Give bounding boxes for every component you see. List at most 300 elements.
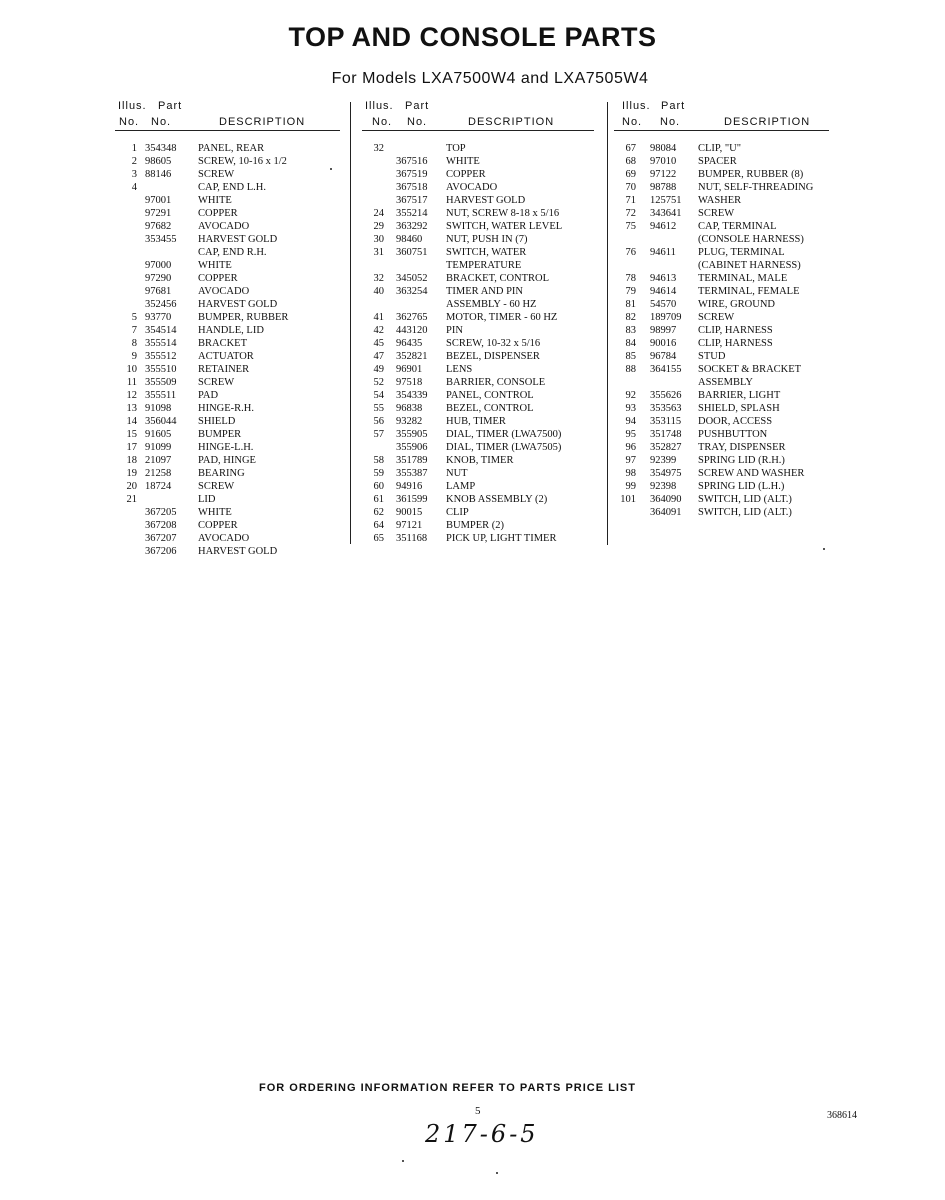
illus-number: 17 — [126, 442, 137, 453]
part-description: DIAL, TIMER (LWA7505) — [446, 442, 562, 453]
part-description: PLUG, TERMINAL — [698, 247, 785, 258]
part-description: LAMP — [446, 481, 476, 492]
part-number: 92398 — [650, 481, 677, 492]
part-number: 343641 — [650, 208, 682, 219]
part-number: 189709 — [650, 312, 682, 323]
part-number: 96784 — [650, 351, 677, 362]
part-description: SHIELD — [198, 416, 236, 427]
illus-number: 32 — [373, 273, 384, 284]
part-number: 98997 — [650, 325, 677, 336]
part-description: HANDLE, LID — [198, 325, 264, 336]
table-row — [115, 480, 345, 493]
illus-number: 20 — [126, 481, 137, 492]
table-row — [614, 181, 839, 194]
table-row — [115, 545, 345, 558]
part-number: 367519 — [396, 169, 428, 180]
part-number: 94916 — [396, 481, 423, 492]
part-number: 352827 — [650, 442, 682, 453]
page-title: TOP AND CONSOLE PARTS — [288, 22, 657, 52]
header-description: DESCRIPTION — [219, 116, 306, 128]
part-number: 54570 — [650, 299, 677, 310]
part-description: SPRING LID (R.H.) — [698, 455, 785, 466]
column-header — [614, 100, 839, 132]
illus-number: 76 — [625, 247, 636, 258]
table-row — [115, 441, 345, 454]
part-number: 97000 — [145, 260, 172, 271]
part-number: 355905 — [396, 429, 428, 440]
illus-number: 60 — [373, 481, 384, 492]
part-description: WIRE, GROUND — [698, 299, 775, 310]
part-number: 353115 — [650, 416, 682, 427]
part-description: SWITCH, WATER — [446, 247, 527, 258]
table-row — [362, 194, 602, 207]
speck — [330, 168, 332, 170]
table-row — [115, 181, 345, 194]
table-row — [362, 324, 602, 337]
part-number: 355511 — [145, 390, 177, 401]
table-row — [362, 298, 602, 311]
table-row — [362, 285, 602, 298]
part-description: ASSEMBLY — [698, 377, 753, 388]
part-number: 355626 — [650, 390, 682, 401]
part-description: WHITE — [198, 507, 232, 518]
table-row — [614, 337, 839, 350]
part-description: SCREW, 10-16 x 1/2 — [198, 156, 287, 167]
part-number: 98788 — [650, 182, 677, 193]
illus-number: 10 — [126, 364, 137, 375]
table-row — [614, 350, 839, 363]
header-illus: Illus. — [365, 100, 394, 112]
part-number: 125751 — [650, 195, 682, 206]
table-row — [614, 259, 839, 272]
table-row — [362, 337, 602, 350]
illus-number: 41 — [373, 312, 384, 323]
table-row — [362, 402, 602, 415]
part-description: TEMPERATURE — [446, 260, 522, 271]
illus-number: 70 — [625, 182, 636, 193]
part-description: TOP — [446, 143, 466, 154]
table-row — [362, 207, 602, 220]
part-number: 367518 — [396, 182, 428, 193]
part-number: 21258 — [145, 468, 172, 479]
table-row — [614, 233, 839, 246]
part-number: 367517 — [396, 195, 428, 206]
part-description: PANEL, CONTROL — [446, 390, 534, 401]
part-description: KNOB, TIMER — [446, 455, 514, 466]
illus-number: 54 — [373, 390, 384, 401]
part-number: 97290 — [145, 273, 172, 284]
illus-number: 19 — [126, 468, 137, 479]
table-row — [362, 519, 602, 532]
part-number: 21097 — [145, 455, 172, 466]
illus-number: 85 — [625, 351, 636, 362]
table-row — [362, 376, 602, 389]
column-header — [362, 100, 602, 132]
part-description: TERMINAL, MALE — [698, 273, 788, 284]
part-description: SCREW — [198, 481, 235, 492]
part-description: SCREW, 10-32 x 5/16 — [446, 338, 541, 349]
table-row — [614, 168, 839, 181]
parts-column-1 — [115, 100, 345, 558]
illus-number: 3 — [131, 169, 137, 180]
part-description: SCREW — [698, 312, 735, 323]
table-row — [614, 441, 839, 454]
illus-number: 31 — [373, 247, 384, 258]
part-description: NUT — [446, 468, 468, 479]
part-description: WHITE — [198, 195, 232, 206]
part-description: LENS — [446, 364, 473, 375]
part-number: 354339 — [396, 390, 428, 401]
part-description: SWITCH, LID (ALT.) — [698, 507, 792, 518]
part-description: CLIP, "U" — [698, 143, 741, 154]
table-row — [614, 467, 839, 480]
table-row — [115, 233, 345, 246]
part-description: SHIELD, SPLASH — [698, 403, 780, 414]
table-row — [614, 207, 839, 220]
table-row — [362, 350, 602, 363]
header-rule — [614, 130, 829, 131]
part-description: CLIP, HARNESS — [698, 338, 773, 349]
part-number: 355514 — [145, 338, 177, 349]
part-description: WASHER — [698, 195, 742, 206]
part-description: SPACER — [698, 156, 737, 167]
part-number: 355214 — [396, 208, 428, 219]
illus-number: 40 — [373, 286, 384, 297]
part-description: AVOCADO — [198, 286, 250, 297]
illus-number: 29 — [373, 221, 384, 232]
part-number: 93282 — [396, 416, 423, 427]
table-row — [362, 467, 602, 480]
illus-number: 92 — [625, 390, 636, 401]
part-number: 94613 — [650, 273, 677, 284]
illus-number: 101 — [620, 494, 636, 505]
illus-number: 99 — [625, 481, 636, 492]
illus-number: 68 — [625, 156, 636, 167]
table-row — [614, 142, 839, 155]
part-description: HARVEST GOLD — [446, 195, 526, 206]
header-description: DESCRIPTION — [468, 116, 555, 128]
part-description: COPPER — [198, 520, 238, 531]
table-row — [115, 532, 345, 545]
part-description: SCREW — [198, 377, 235, 388]
table-row — [115, 155, 345, 168]
illus-number: 8 — [131, 338, 137, 349]
table-row — [362, 246, 602, 259]
illus-number: 94 — [625, 416, 636, 427]
illus-number: 72 — [625, 208, 636, 219]
table-row — [614, 311, 839, 324]
header-no: No. — [119, 116, 140, 128]
part-number: 362765 — [396, 312, 428, 323]
table-row — [362, 142, 602, 155]
table-row — [115, 298, 345, 311]
part-description: TERMINAL, FEMALE — [698, 286, 800, 297]
part-description: COPPER — [446, 169, 486, 180]
part-description: PICK UP, LIGHT TIMER — [446, 533, 557, 544]
part-description: BUMPER — [198, 429, 242, 440]
part-number: 97291 — [145, 208, 172, 219]
table-row — [115, 168, 345, 181]
illus-number: 61 — [373, 494, 384, 505]
part-description: MOTOR, TIMER - 60 HZ — [446, 312, 558, 323]
table-row — [362, 506, 602, 519]
part-description: KNOB ASSEMBLY (2) — [446, 494, 548, 505]
part-description: NUT, SELF-THREADING — [698, 182, 814, 193]
header-rule — [362, 130, 594, 131]
part-number: 97121 — [396, 520, 423, 531]
part-description: SOCKET & BRACKET — [698, 364, 802, 375]
part-number: 354348 — [145, 143, 177, 154]
illus-number: 15 — [126, 429, 137, 440]
table-row — [362, 454, 602, 467]
document-code: 368614 — [827, 1110, 857, 1121]
column-header — [115, 100, 345, 132]
part-description: PAD — [198, 390, 219, 401]
part-number: 351789 — [396, 455, 428, 466]
illus-number: 30 — [373, 234, 384, 245]
illus-number: 13 — [126, 403, 137, 414]
parts-list — [614, 142, 839, 519]
part-description: BUMPER, RUBBER — [198, 312, 289, 323]
table-row — [614, 415, 839, 428]
part-number: 355906 — [396, 442, 428, 453]
illus-number: 78 — [625, 273, 636, 284]
table-row — [614, 376, 839, 389]
illus-number: 45 — [373, 338, 384, 349]
table-row — [614, 454, 839, 467]
part-description: HINGE-R.H. — [198, 403, 254, 414]
part-description: COPPER — [198, 273, 238, 284]
table-row — [115, 363, 345, 376]
illus-number: 7 — [131, 325, 137, 336]
part-description: WHITE — [446, 156, 480, 167]
part-number: 355387 — [396, 468, 428, 479]
table-row — [614, 506, 839, 519]
part-number: 91098 — [145, 403, 172, 414]
table-row — [362, 259, 602, 272]
part-description: DOOR, ACCESS — [698, 416, 773, 427]
illus-number: 18 — [126, 455, 137, 466]
part-description: SCREW — [198, 169, 235, 180]
part-number: 364090 — [650, 494, 682, 505]
table-row — [362, 389, 602, 402]
table-row — [115, 272, 345, 285]
part-description: HUB, TIMER — [446, 416, 506, 427]
illus-number: 56 — [373, 416, 384, 427]
illus-number: 9 — [131, 351, 137, 362]
part-number: 97518 — [396, 377, 423, 388]
part-number: 355510 — [145, 364, 177, 375]
table-row — [115, 324, 345, 337]
illus-number: 82 — [625, 312, 636, 323]
table-row — [362, 480, 602, 493]
table-row — [614, 285, 839, 298]
part-number: 90016 — [650, 338, 677, 349]
illus-number: 52 — [373, 377, 384, 388]
part-description: BRACKET — [198, 338, 248, 349]
header-no: No. — [660, 116, 681, 128]
header-no: No. — [151, 116, 172, 128]
header-part: Part — [405, 100, 430, 112]
illus-number: 14 — [126, 416, 137, 427]
part-number: 367208 — [145, 520, 177, 531]
part-number: 97681 — [145, 286, 172, 297]
part-description: AVOCADO — [446, 182, 498, 193]
part-number: 98084 — [650, 143, 677, 154]
page-subtitle: For Models LXA7500W4 and LXA7505W4 — [331, 70, 649, 87]
table-row — [115, 389, 345, 402]
table-row — [115, 467, 345, 480]
illus-number: 2 — [131, 156, 137, 167]
part-description: CLIP — [446, 507, 469, 518]
illus-number: 49 — [373, 364, 384, 375]
part-number: 354514 — [145, 325, 177, 336]
illus-number: 96 — [625, 442, 636, 453]
part-description: BEZEL, DISPENSER — [446, 351, 540, 362]
part-number: 367516 — [396, 156, 428, 167]
table-row — [362, 493, 602, 506]
part-description: BARRIER, LIGHT — [698, 390, 781, 401]
part-number: 351168 — [396, 533, 428, 544]
speck — [496, 1172, 498, 1174]
parts-list — [362, 142, 602, 545]
header-part: Part — [661, 100, 686, 112]
part-number: 367206 — [145, 546, 177, 557]
part-description: HARVEST GOLD — [198, 546, 278, 557]
part-description: WHITE — [198, 260, 232, 271]
table-row — [362, 155, 602, 168]
part-number: 364091 — [650, 507, 682, 518]
part-number: 354975 — [650, 468, 682, 479]
illus-number: 57 — [373, 429, 384, 440]
table-row — [362, 272, 602, 285]
header-rule — [115, 130, 340, 131]
table-row — [614, 324, 839, 337]
illus-number: 69 — [625, 169, 636, 180]
part-description: CAP, END R.H. — [198, 247, 267, 258]
part-number: 353563 — [650, 403, 682, 414]
part-description: (CABINET HARNESS) — [698, 260, 801, 271]
part-description: HARVEST GOLD — [198, 299, 278, 310]
table-row — [614, 389, 839, 402]
table-row — [362, 220, 602, 233]
part-description: HINGE-L.H. — [198, 442, 254, 453]
part-number: 98605 — [145, 156, 172, 167]
illus-number: 1 — [131, 143, 137, 154]
illus-number: 55 — [373, 403, 384, 414]
illus-number: 12 — [126, 390, 137, 401]
column-divider — [350, 102, 351, 544]
table-row — [614, 194, 839, 207]
table-row — [115, 493, 345, 506]
speck — [823, 548, 825, 550]
table-row — [362, 168, 602, 181]
part-description: SCREW AND WASHER — [698, 468, 805, 479]
part-description: RETAINER — [198, 364, 250, 375]
handwritten-note: 217-6-5 — [425, 1120, 539, 1148]
illus-number: 95 — [625, 429, 636, 440]
illus-number: 88 — [625, 364, 636, 375]
part-number: 90015 — [396, 507, 423, 518]
part-number: 94614 — [650, 286, 677, 297]
part-number: 355509 — [145, 377, 177, 388]
table-row — [115, 350, 345, 363]
table-row — [115, 194, 345, 207]
parts-column-3 — [614, 100, 839, 519]
illus-number: 97 — [625, 455, 636, 466]
part-description: PIN — [446, 325, 463, 336]
header-no: No. — [622, 116, 643, 128]
part-number: 94611 — [650, 247, 676, 258]
table-row — [115, 376, 345, 389]
part-number: 98460 — [396, 234, 423, 245]
table-row — [115, 142, 345, 155]
illus-number: 47 — [373, 351, 384, 362]
part-description: BUMPER, RUBBER (8) — [698, 169, 804, 180]
part-number: 353455 — [145, 234, 177, 245]
header-no: No. — [372, 116, 393, 128]
table-row — [362, 415, 602, 428]
part-description: (CONSOLE HARNESS) — [698, 234, 804, 245]
table-row — [614, 480, 839, 493]
table-row — [115, 220, 345, 233]
header-part: Part — [158, 100, 183, 112]
table-row — [614, 428, 839, 441]
part-description: AVOCADO — [198, 533, 250, 544]
table-row — [115, 337, 345, 350]
part-number: 367205 — [145, 507, 177, 518]
table-row — [362, 363, 602, 376]
part-description: SPRING LID (L.H.) — [698, 481, 785, 492]
table-row — [362, 532, 602, 545]
table-row — [115, 415, 345, 428]
part-number: 97122 — [650, 169, 677, 180]
parts-column-2 — [362, 100, 602, 545]
part-description: SCREW — [698, 208, 735, 219]
part-description: CAP, TERMINAL — [698, 221, 777, 232]
table-row — [115, 519, 345, 532]
part-number: 18724 — [145, 481, 172, 492]
table-row — [614, 272, 839, 285]
table-row — [115, 506, 345, 519]
part-number: 361599 — [396, 494, 428, 505]
part-description: COPPER — [198, 208, 238, 219]
illus-number: 11 — [126, 377, 137, 388]
illus-number: 32 — [373, 143, 384, 154]
part-number: 356044 — [145, 416, 177, 427]
part-number: 360751 — [396, 247, 428, 258]
part-description: LID — [198, 494, 216, 505]
part-number: 355512 — [145, 351, 177, 362]
part-number: 345052 — [396, 273, 428, 284]
illus-number: 21 — [126, 494, 137, 505]
part-description: AVOCADO — [198, 221, 250, 232]
part-description: PANEL, REAR — [198, 143, 265, 154]
table-row — [362, 441, 602, 454]
part-number: 96838 — [396, 403, 423, 414]
part-description: SWITCH, LID (ALT.) — [698, 494, 792, 505]
table-row — [614, 402, 839, 415]
part-description: PUSHBUTTON — [698, 429, 768, 440]
part-description: NUT, PUSH IN (7) — [446, 234, 528, 245]
illus-number: 58 — [373, 455, 384, 466]
part-description: DIAL, TIMER (LWA7500) — [446, 429, 562, 440]
illus-number: 84 — [625, 338, 636, 349]
column-divider — [607, 102, 608, 545]
illus-number: 79 — [625, 286, 636, 297]
illus-number: 98 — [625, 468, 636, 479]
table-row — [614, 493, 839, 506]
